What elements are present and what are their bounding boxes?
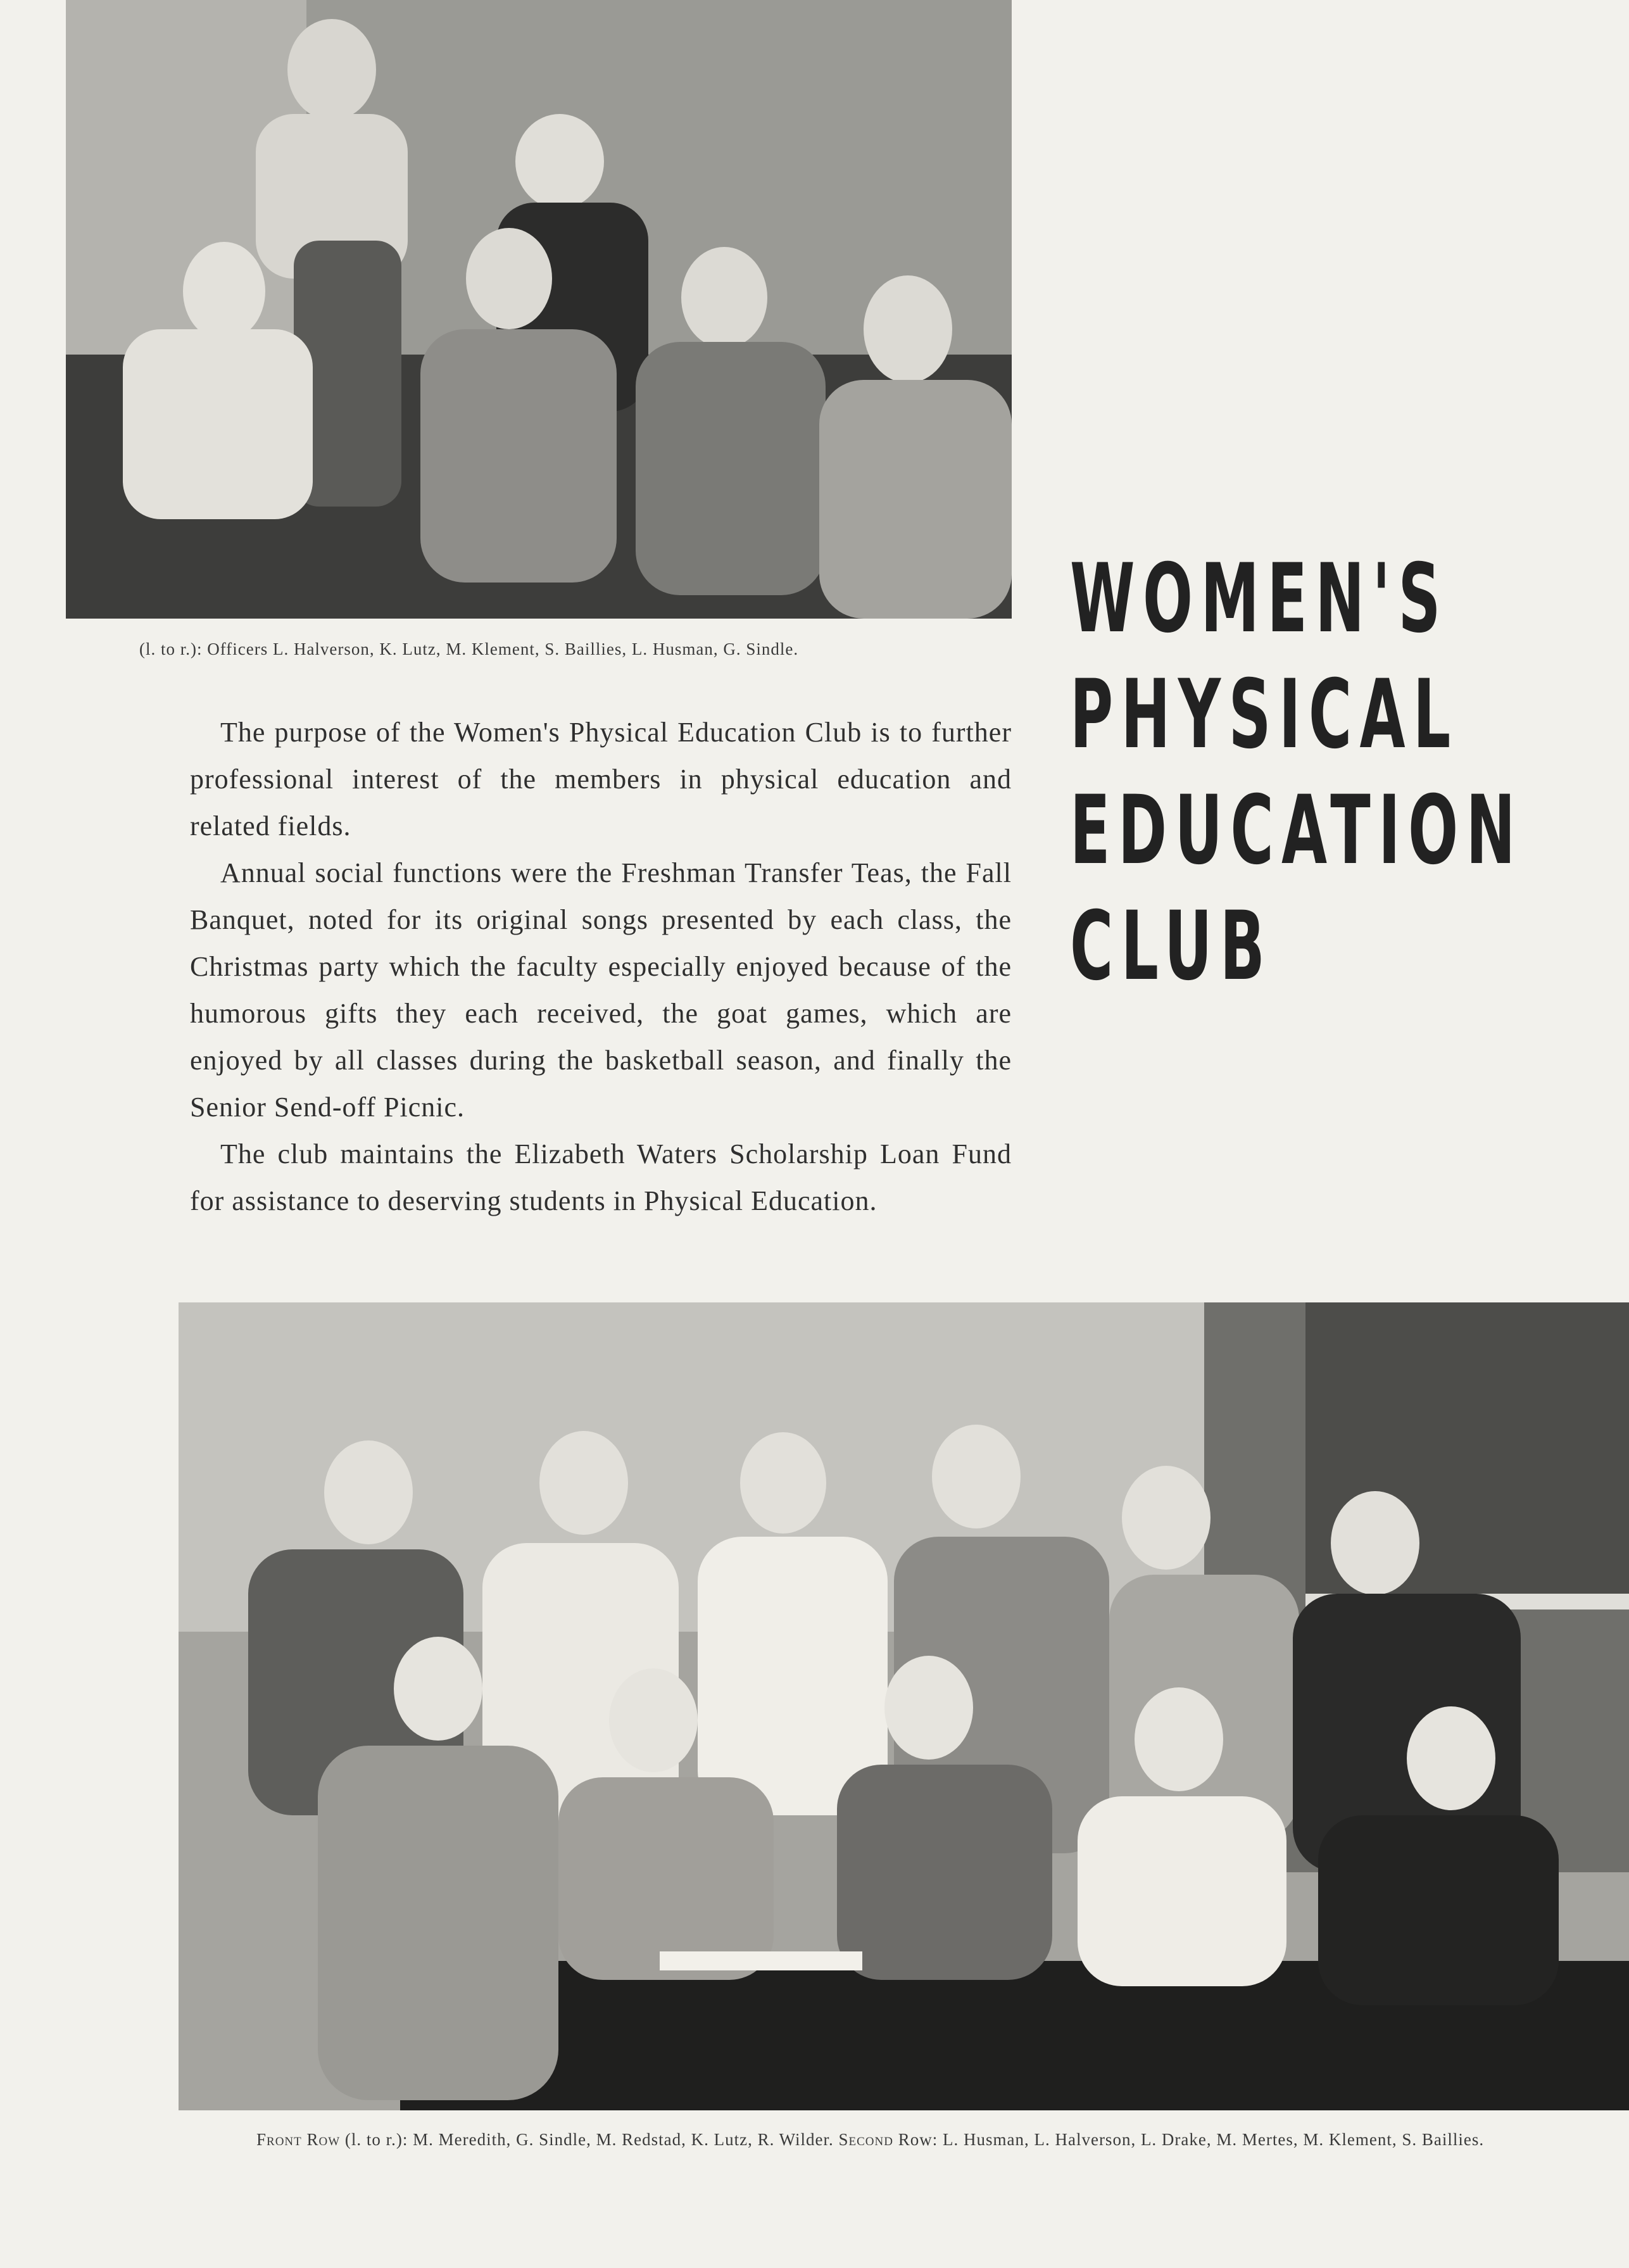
officers-caption: (l. to r.): Officers L. Halverson, K. Lutz, M. Klement, S. Baillies, L. Husman, G. Sindle. bbox=[139, 639, 799, 658]
front-row-names: (l. to r.): M. Meredith, G. Sindle, M. Redstad, K. Lutz, R. Wilder. bbox=[340, 2130, 839, 2149]
paragraph-social-functions: Annual social functions were the Freshman Transfer Teas, the Fall Banquet, noted for its original songs presented by each class, the Christmas party which the faculty especially enjoyed because of the humorous gifts they each received, the goat games, which are enjoyed by all classes during the basketball season, and finally the Senior Send-off Picnic. bbox=[190, 857, 1012, 1123]
club-title bbox=[1070, 541, 1620, 1005]
second-row-names: : L. Husman, L. Halverson, L. Drake, M. Mertes, M. Klement, S. Baillies. bbox=[932, 2130, 1485, 2149]
officers-photo-figures bbox=[66, 0, 1012, 619]
second-row-label: Second bbox=[838, 2130, 893, 2149]
title-line-4: CLUB bbox=[1070, 891, 1273, 1002]
front-row-label: Front Row bbox=[256, 2130, 341, 2149]
officers-photo bbox=[66, 0, 1012, 619]
club-description bbox=[190, 709, 1012, 1225]
title-line-1: WOMEN'S bbox=[1070, 544, 1449, 654]
title-line-3: EDUCATION bbox=[1070, 776, 1523, 886]
members-caption bbox=[256, 2129, 1554, 2151]
members-photo-figures bbox=[179, 1302, 1629, 2110]
second-row-label-suffix: Row bbox=[893, 2130, 933, 2149]
paragraph-scholarship: The club maintains the Elizabeth Waters Scholarship Loan Fund for assistance to deserving students in Physical Education. bbox=[190, 1138, 1012, 1216]
members-photo bbox=[179, 1302, 1629, 2110]
paragraph-purpose: The purpose of the Women's Physical Education Club is to further professional interest of the members in physical education and related fields. bbox=[190, 717, 1012, 841]
title-line-2: PHYSICAL bbox=[1070, 660, 1459, 770]
